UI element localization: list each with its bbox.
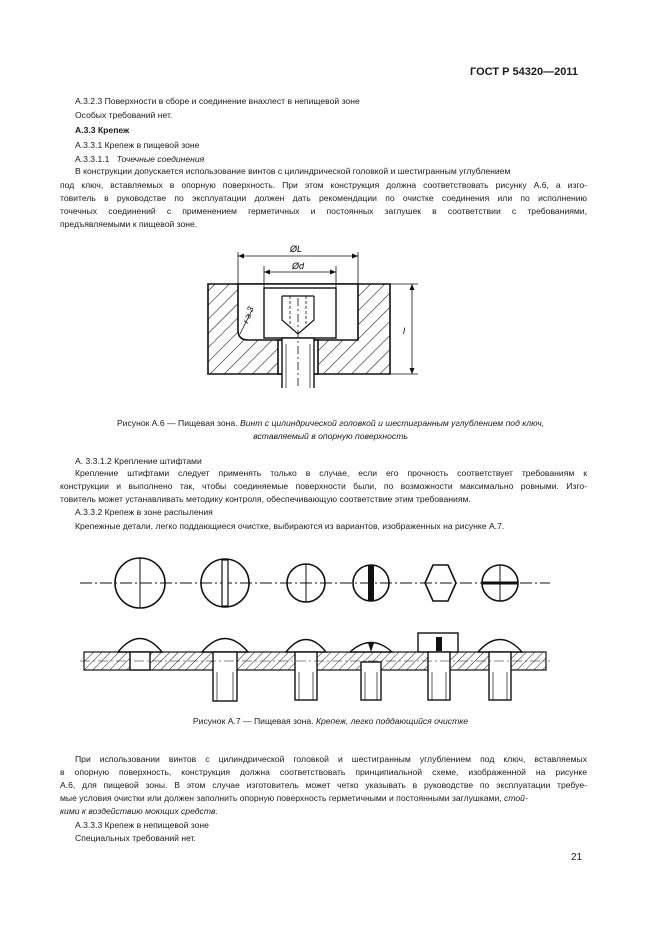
para-line-italic: кими к воздействию моющих средств. [60,806,218,816]
caption-italic: Крепеж, легко поддающийся очистке [315,716,469,726]
para-line: под ключ, вставляемых в опорную поверхность. При этом конструкция должна соответствовать рисунку А.6, а изго- [60,180,587,190]
section-number: А.3.3.1.1 [75,154,110,164]
para-line: в опорную поверхность, конструкция должна соответствовать принципиальной схеме, изображенной на рисунке [60,767,587,777]
caption-prefix: Рисунок А.6 — Пищевая зона. [116,418,238,428]
para-line: товитель может устанавливать методику контроля, обеспечивающую соответствие этим требованиям. [60,494,471,504]
section-title-a333: А.3.3.3 Крепеж в непищевой зоне [75,820,209,830]
section-title-a323: А.3.2.3 Поверхности в сборе и соединение внахлест в непищевой зоне [75,96,360,106]
dim-label-l: l [403,326,405,336]
caption-italic: Винт с цилиндрической головкой и шестигранным углублением под ключ, [239,418,545,428]
section-text-a333: Специальных требований нет. [75,833,196,843]
section-title-a331: А.3.3.1 Крепеж в пищевой зоне [75,140,200,150]
figure-a6-drawing [190,238,430,388]
para-line [60,793,587,804]
para-line: точечных соединений с применением герметичных и постоянных заглушек в соответствии с требованиями, [60,206,587,216]
figure-a6-caption-line2: вставляемый в опорную поверхность [253,431,408,441]
para-line: Крепление штифтами следует применять только в случае, если его прочность соответствует требованиям к [75,468,587,478]
para-line: товитель в руководстве по эксплуатации должен дать рекомендации по очистке соединения или по исполнению [60,193,587,203]
para-line: предъявляемыми к пищевой зоне. [60,219,198,229]
section-text-a332: Крепежные детали, легко поддающиеся очистке, выбираются из вариантов, изображенных на рисунке А.7. [75,521,505,531]
para-line: В конструкции допускается использование винтов с цилиндрической головкой и шестигранным углублением [75,166,511,176]
para-line: конструкции и выполнено так, чтобы соединяемые поверхности были, по возможности максимально ровными. Изго- [60,481,587,491]
figure-a6-caption [0,418,661,429]
section-italic-title: Точечные соединения [116,154,205,164]
dim-label-dL: ØL [290,244,303,254]
caption-prefix: Рисунок А.7 — Пищевая зона. [192,716,314,726]
section-title-a3312: А. 3.3.1.2 Крепление штифтами [75,456,202,466]
section-title-a332: А.3.3.2 Крепеж в зоне распыления [75,507,213,517]
dim-label-r: r ≥ 3 [240,305,256,325]
section-title-a3311 [75,154,204,165]
figure-a7-caption [0,716,661,727]
document-header: ГОСТ Р 54320—2011 [470,66,578,78]
para-italic: стой- [504,793,528,803]
section-text-a323: Особых требований нет. [75,110,173,120]
figure-a7-drawing [80,555,550,705]
section-title-a33: А.3.3 Крепеж [75,125,130,135]
page-number: 21 [571,852,583,863]
para-line: При использовании винтов с цилиндрической головкой и шестигранным углублением под ключ, вставляемых [75,754,587,764]
para-text: мые условия очистки или должен заполнить опорную поверхность герметичными и постоянными заглушками, [60,793,502,803]
dim-label-dd: Ød [292,261,305,271]
para-line: А.6, для пищевой зоны. В этом случае изготовитель может четко указывать в руководстве по эксплуатации требуе- [60,780,587,790]
